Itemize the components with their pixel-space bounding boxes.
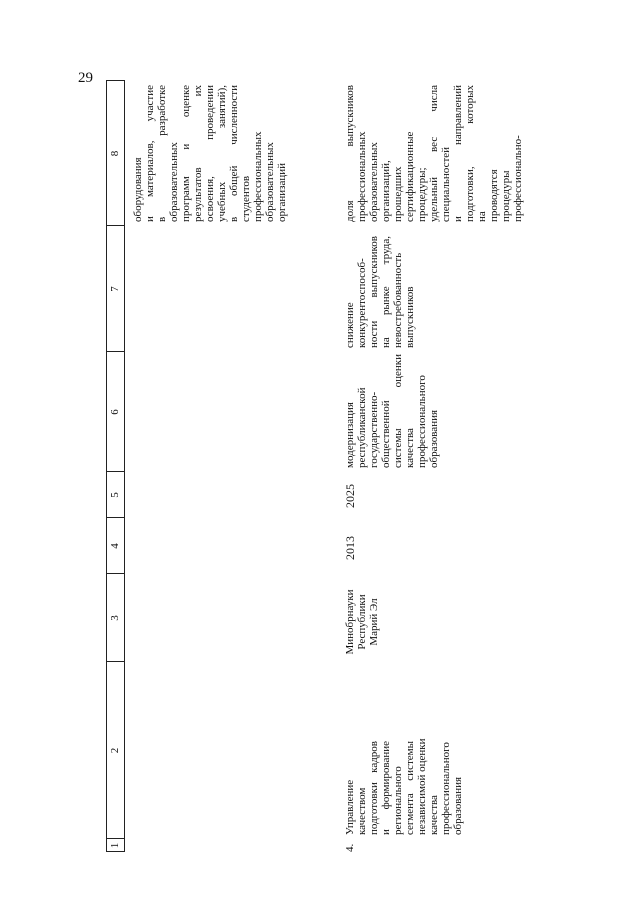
text-line: общественной (380, 400, 392, 468)
header-col-4: 4 (109, 543, 121, 549)
text-line: освоения, проведении (204, 85, 216, 222)
text-line: программ и оценке (180, 85, 192, 222)
text-line: организаций (276, 162, 288, 222)
text-line: модернизация (344, 402, 356, 468)
text-line: и формирование (380, 741, 392, 835)
text-line: образования (452, 776, 464, 835)
text-line: качеством (356, 787, 368, 835)
header-bottom-border (124, 80, 125, 852)
cell-col4-start-year: 2013 (343, 536, 357, 560)
text-line: на рынке труда, (380, 236, 392, 348)
text-line: прошедших (392, 166, 404, 222)
text-line: профессиональных (356, 131, 368, 222)
table (106, 80, 626, 852)
text-line: качества (404, 428, 416, 468)
text-line: Минобрнауки (344, 589, 356, 655)
text-line: доля выпускников (344, 85, 356, 222)
text-line: подготовки, которых (464, 85, 476, 222)
text-line: и материалов, участие (144, 85, 156, 222)
text-line: образовательных (264, 142, 276, 222)
text-line: сегмента системы (404, 741, 416, 835)
text-line: снижение (344, 302, 356, 348)
text-line: оборудования (132, 157, 144, 222)
text-line: независимой оценки (416, 738, 428, 835)
cell-col8-top (132, 85, 288, 222)
text-line: республиканской (356, 387, 368, 468)
text-line: профессионального (416, 375, 428, 468)
text-line: в общей численности (228, 85, 240, 222)
text-line: ности выпускников (368, 236, 380, 348)
text-line: образовательных (168, 142, 180, 222)
text-line: сертификационные (404, 131, 416, 222)
text-line: учебных занятий), (216, 85, 228, 222)
text-line: проводятся (488, 169, 500, 222)
text-line: процедуры; (416, 167, 428, 222)
text-line: профессионального (440, 742, 452, 835)
text-line: процедуры (500, 170, 512, 222)
cell-col2-name (344, 738, 464, 835)
text-line: образовательных (368, 142, 380, 222)
text-line: образования (428, 409, 440, 468)
text-line: качества (428, 795, 440, 835)
cell-row-number: 4. (344, 843, 356, 852)
text-line: регионального (392, 766, 404, 835)
text-line: в разработке (156, 85, 168, 222)
cell-col7-consequences (344, 236, 416, 348)
header-col-5: 5 (109, 492, 121, 498)
text-line: профессиональных (252, 131, 264, 222)
header-col-1: 1 (109, 842, 121, 849)
header-col-3: 3 (109, 615, 121, 621)
header-col-7: 7 (109, 286, 121, 292)
header-col-8: 8 (109, 150, 121, 157)
text-line: на (476, 211, 488, 222)
text-line: Республики (356, 594, 368, 650)
cell-col5-end-year: 2025 (343, 484, 357, 508)
text-line: организаций, (380, 160, 392, 222)
text-line: профессионально- (512, 135, 524, 222)
text-line: конкурентоспособ- (356, 258, 368, 348)
text-line: и направлений (452, 85, 464, 222)
text-line: результатов их (192, 85, 204, 222)
cell-col8-indicators (344, 85, 524, 222)
header-col-2: 2 (109, 747, 121, 754)
text-line: Марий Эл (368, 598, 380, 646)
cell-col3-executor (344, 588, 380, 656)
text-line: государственно- (368, 391, 380, 468)
text-line: студентов (240, 175, 252, 222)
page-number: 29 (78, 70, 93, 86)
cell-col6-result (344, 354, 440, 468)
header-col-6: 6 (109, 409, 121, 415)
text-line: выпускников (404, 286, 416, 348)
text-line: системы оценки (392, 354, 404, 468)
text-line: удельный вес числа (428, 85, 440, 222)
text-line: Управление (344, 779, 356, 835)
text-line: невостребованность (392, 252, 404, 348)
text-line: подготовки кадров (368, 741, 380, 835)
text-line: специальностей (440, 146, 452, 222)
